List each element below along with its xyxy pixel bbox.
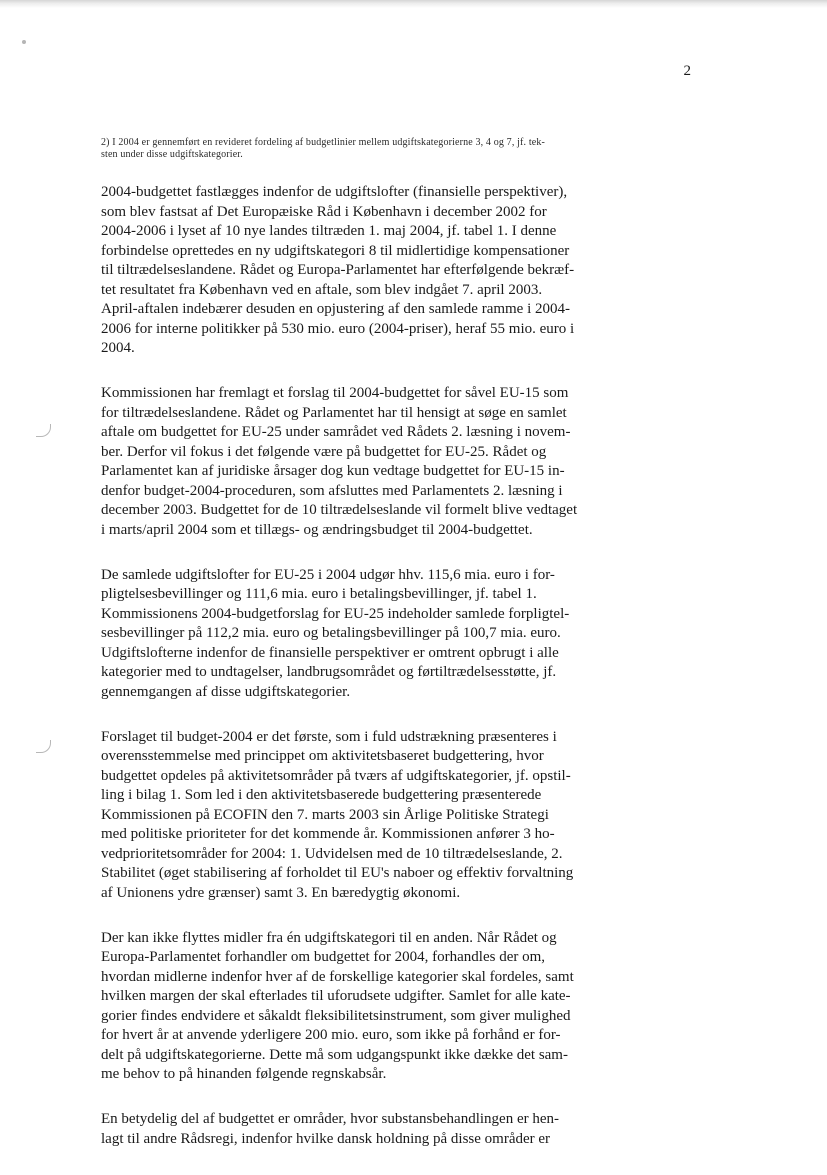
text-line: forbindelse oprettedes en ny udgiftskategori 8 til midlertidige kompensationer — [101, 242, 570, 259]
text-line: denfor budget-2004-proceduren, som afsluttes med Parlamentets 2. læsning i — [101, 482, 563, 499]
body-text — [101, 183, 661, 1175]
text-line: Udgiftslofterne indenfor de finansielle perspektiver er omtrent opbrugt i alle — [101, 644, 559, 661]
text-line: me behov to på hinanden følgende regnskabsår. — [101, 1066, 387, 1082]
text-line: Kommissionen har fremlagt et forslag til 2004-budgettet for såvel EU-15 som — [101, 385, 569, 401]
margin-mark — [36, 740, 51, 753]
text-line: gennemgangen af disse udgiftskategorier. — [101, 683, 351, 700]
text-line: med politiske prioriteter for det kommende år. Kommissionen anfører 3 ho- — [101, 826, 555, 842]
text-line: 2004. — [101, 340, 135, 356]
paragraph-commission-proposal — [101, 384, 661, 540]
text-line: ling i bilag 1. Som led i den aktivitetsbaserede budgettering præsenterede — [101, 787, 542, 803]
text-line: for tiltrædelseslandene. Rådet og Parlamentet har til hensigt at søge en samlet — [101, 404, 567, 421]
text-line: sesbevillinger på 112,2 mia. euro og betalingsbevillinger på 100,7 mia. euro. — [101, 625, 561, 641]
footnote-line: sten under disse udgiftskategorier. — [101, 149, 243, 160]
text-line: De samlede udgiftslofter for EU-25 i 2004 udgør hhv. 115,6 mia. euro i for- — [101, 566, 555, 583]
text-line: for hvert år at anvende yderligere 200 mio. euro, som ikke på forhånd er for- — [101, 1027, 561, 1043]
text-line: som blev fastsat af Det Europæiske Råd i København i december 2002 for — [101, 203, 547, 220]
text-line: hvordan midlerne indenfor hver af de forskellige kategorier skal fordeles, samt — [101, 968, 574, 985]
text-line: April-aftalen indebærer desuden en opjustering af den samlede ramme i 2004- — [101, 301, 571, 317]
text-line: hvilken margen der skal efterlades til uforudsete udgifter. Samlet for alle kate- — [101, 988, 571, 1004]
text-line: tet resultatet fra København ved en aftale, som blev indgået 7. april 2003. — [101, 281, 543, 298]
text-line: aftale om budgettet for EU-25 under samrådet ved Rådets 2. læsning i novem- — [101, 424, 571, 440]
paragraph-expenditure-ceilings — [101, 566, 661, 703]
text-line: ber. Derfor vil fokus i det følgende være på budgettet for EU-25. Rådet og — [101, 443, 547, 460]
text-line: budgettet opdeles på aktivitetsområder på tværs af udgiftskategorier, jf. opstil- — [101, 767, 571, 784]
text-line: til tiltrædelseslandene. Rådet og Europa-Parlamentet har efterfølgende bekræf- — [101, 262, 575, 278]
footnote — [101, 137, 681, 161]
text-line: december 2003. Budgettet for de 10 tiltrædelseslande vil formelt blive vedtaget — [101, 502, 578, 518]
text-line: gorier findes endvidere et såkaldt fleksibilitetsinstrument, som giver mulighed — [101, 1007, 571, 1024]
scan-speck — [22, 40, 26, 44]
text-line: kategorier med to undtagelser, landbrugsområdet og førtiltrædelsesstøtte, jf. — [101, 664, 557, 680]
text-line: vedprioritetsområder for 2004: 1. Udvidelsen med de 10 tiltrædelseslande, 2. — [101, 845, 563, 862]
text-line: Kommissionens 2004-budgetforslag for EU-25 indeholder samlede forpligtel- — [101, 605, 570, 622]
text-line: Der kan ikke flyttes midler fra én udgiftskategori til en anden. Når Rådet og — [101, 929, 557, 946]
text-line: Kommissionen på ECOFIN den 7. marts 2003 sin Årlige Politiske Strategi — [101, 806, 549, 823]
text-line: lagt til andre Rådsregi, indenfor hvilke dansk holdning på disse områder er — [101, 1130, 551, 1147]
margin-mark — [36, 424, 51, 437]
paragraph-flexibility-instrument — [101, 929, 661, 1085]
scan-shadow — [0, 0, 827, 8]
text-line: 2004-budgettet fastlægges indenfor de udgiftslofter (finansielle perspektiver), — [101, 184, 568, 200]
paragraph-activity-based-budgeting — [101, 728, 661, 904]
text-line: Stabilitet (øget stabilisering af forholdet til EU's naboer og effektiv forvaltning — [101, 865, 574, 881]
text-line: overensstemmelse med princippet om aktivitetsbaseret budgettering, hvor — [101, 748, 544, 764]
text-line: Parlamentet kan af juridiske årsager dog kun vedtage budgettet for EU-15 in- — [101, 463, 565, 479]
page-number: 2 — [683, 63, 691, 79]
text-line: En betydelig del af budgettet er områder, hvor substansbehandlingen er hen- — [101, 1111, 559, 1127]
footnote-line: 2) I 2004 er gennemført en revideret fordeling af budgetlinier mellem udgiftskategorierne 3, 4 og 7, jf. tek- — [101, 137, 545, 148]
paragraph-budget-ceilings — [101, 183, 661, 359]
text-line: Forslaget til budget-2004 er det første, som i fuld udstrækning præsenteres i — [101, 728, 557, 745]
text-line: 2004-2006 i lyset af 10 nye landes tiltræden 1. maj 2004, jf. tabel 1. I denne — [101, 223, 557, 239]
text-line: pligtelsesbevillinger og 111,6 mia. euro i betalingsbevillinger, jf. tabel 1. — [101, 586, 537, 602]
text-line: i marts/april 2004 som et tillægs- og ændringsbudget til 2004-budgettet. — [101, 521, 533, 538]
text-line: Europa-Parlamentet forhandler om budgettet for 2004, forhandles der om, — [101, 949, 546, 965]
text-line: 2006 for interne politikker på 530 mio. euro (2004-priser), heraf 55 mio. euro i — [101, 320, 575, 337]
text-line: af Unionens ydre grænser) samt 3. En bæredygtig økonomi. — [101, 884, 461, 901]
text-line: delt på udgiftskategorierne. Dette må som udgangspunkt ikke dække det sam- — [101, 1046, 568, 1063]
paragraph-council-substance — [101, 1110, 661, 1149]
